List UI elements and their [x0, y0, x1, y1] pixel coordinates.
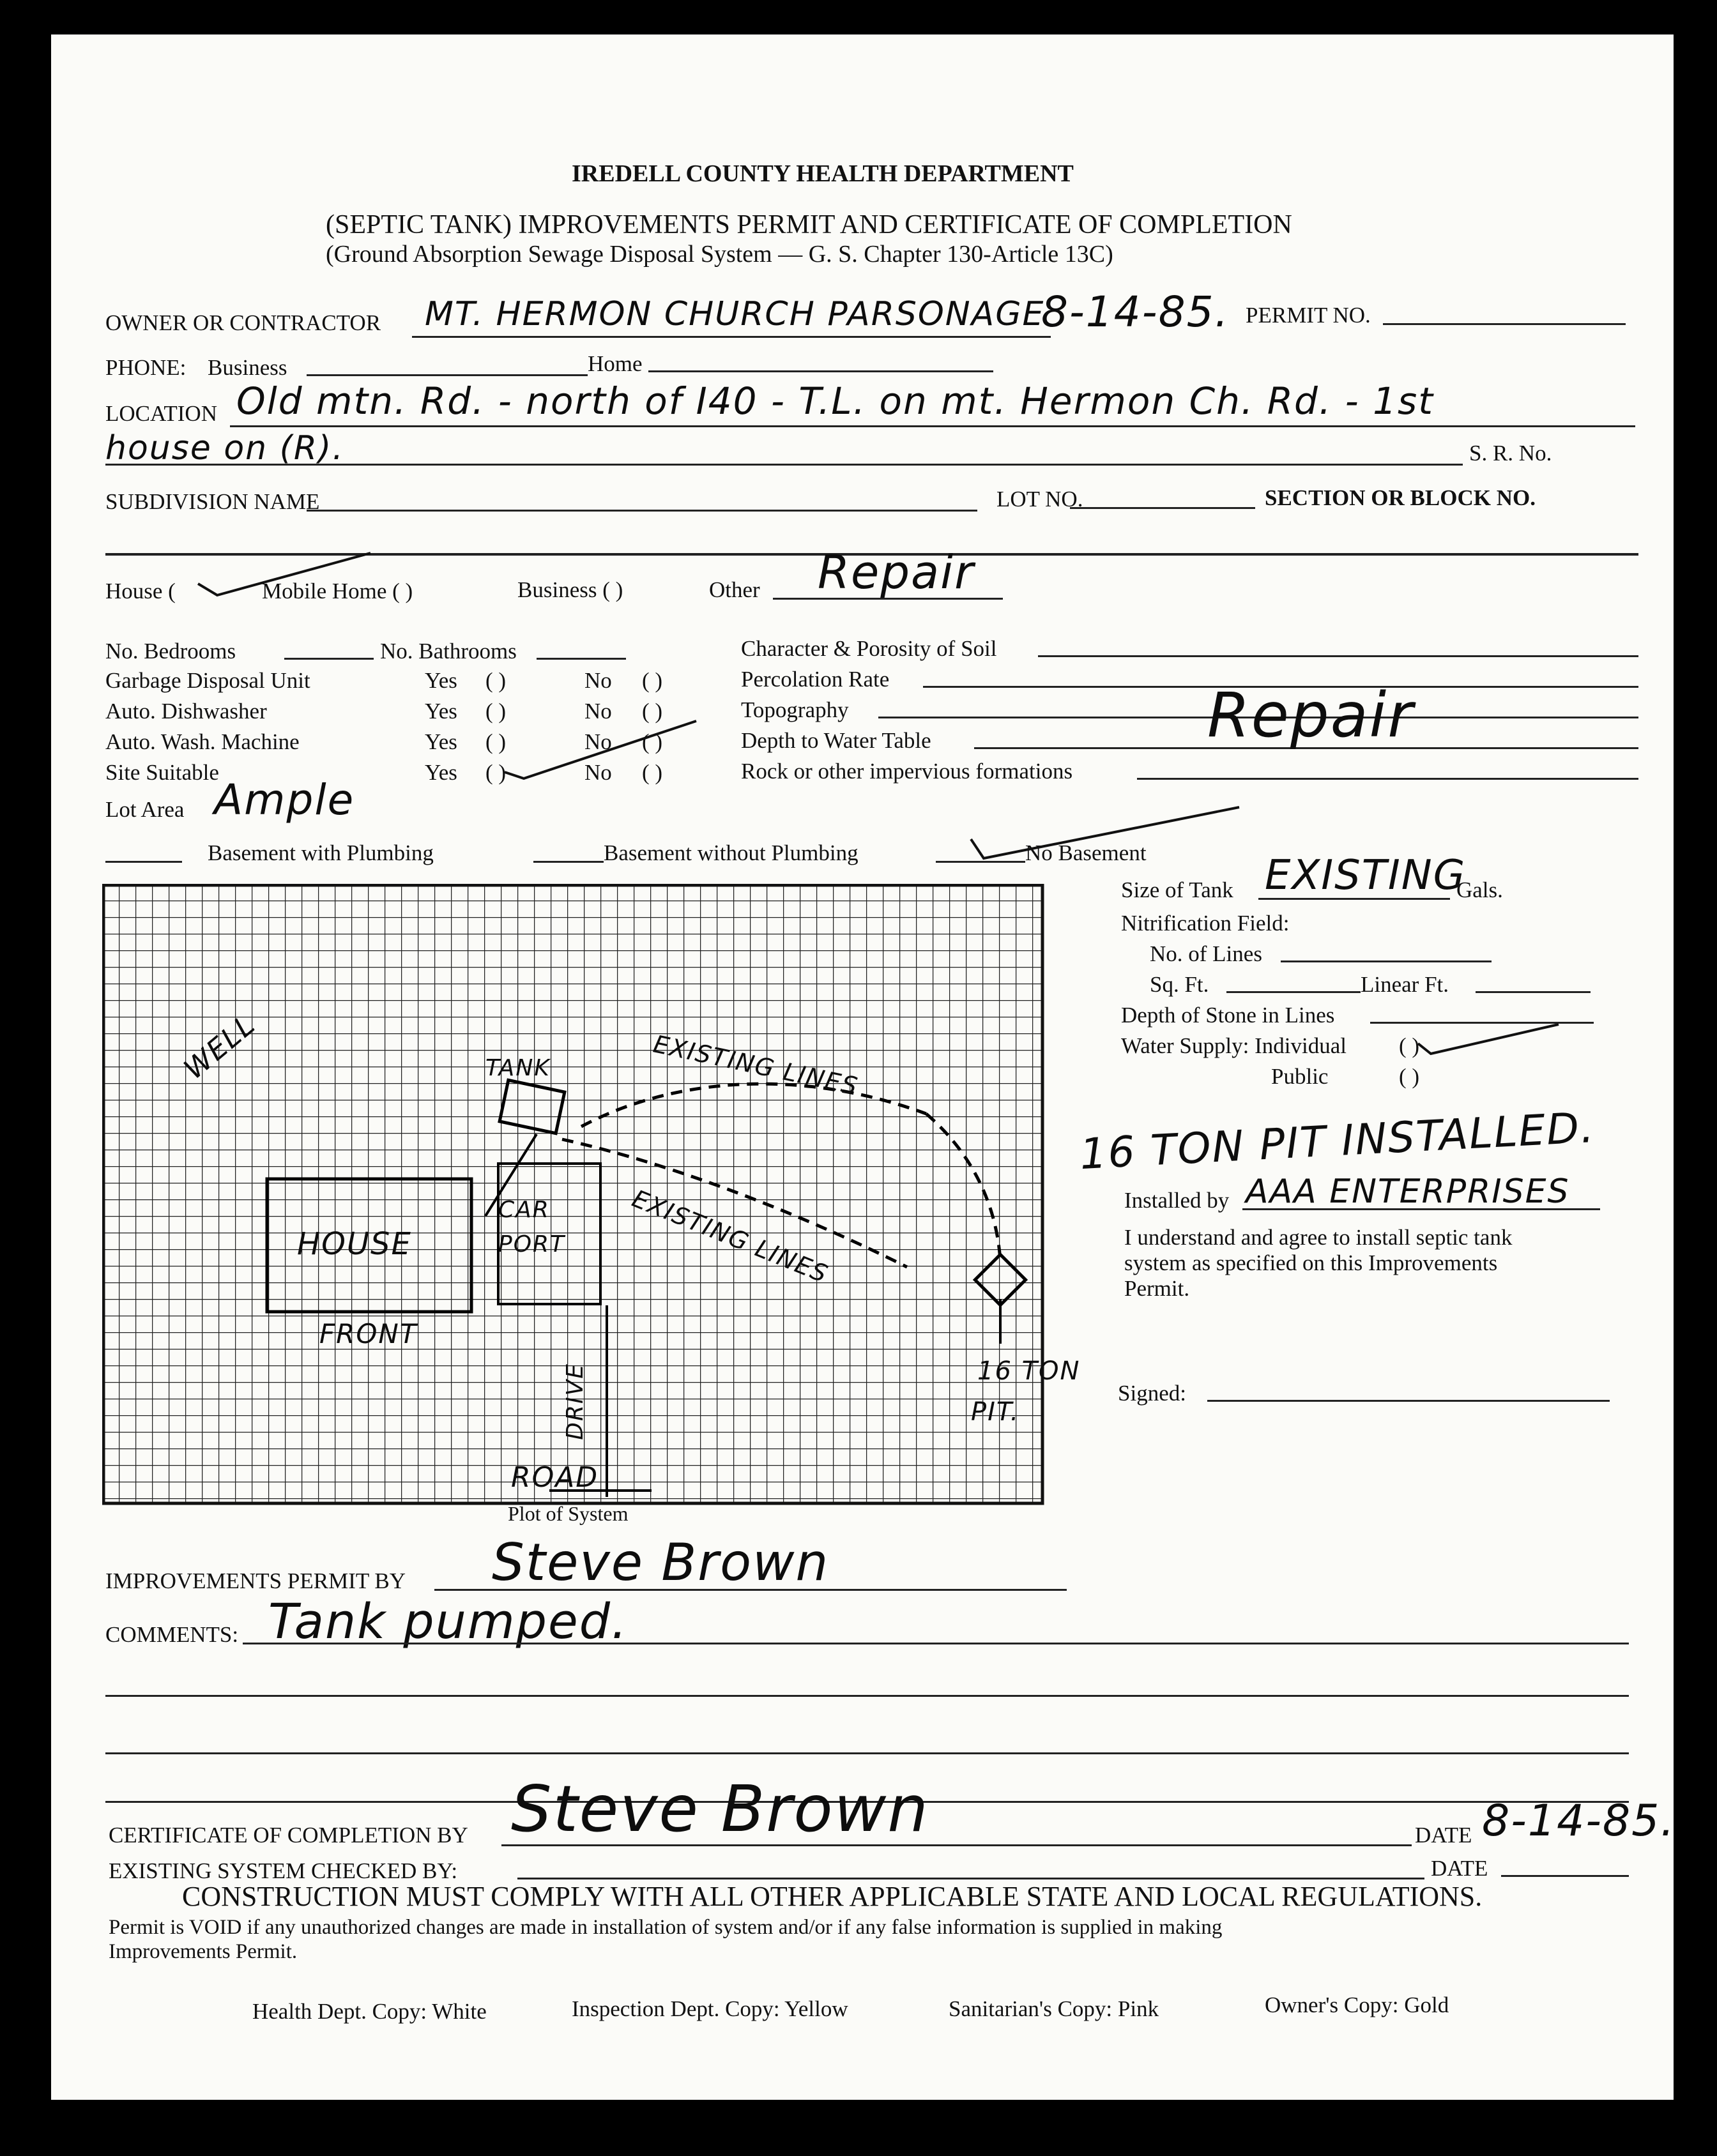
site-suitable-label: Site Suitable [105, 760, 219, 785]
lot-no-label: LOT NO. [996, 487, 1083, 512]
size-of-tank-line [1258, 898, 1450, 900]
comments-line-1 [243, 1643, 1629, 1644]
nitrification-label: Nitrification Field: [1121, 911, 1290, 936]
plot-well-label: WELL [178, 1008, 262, 1086]
no-of-lines-label: No. of Lines [1150, 941, 1262, 966]
copy-inspection-dept: Inspection Dept. Copy: Yellow [572, 1996, 848, 2021]
permit-by-line [434, 1589, 1067, 1591]
construction-notice: CONSTRUCTION MUST COMPLY WITH ALL OTHER APPLICABLE STATE AND LOCAL REGULATIONS. [182, 1881, 1483, 1912]
no-basement-checkmark [965, 801, 1246, 865]
owner-label: OWNER OR CONTRACTOR [105, 310, 381, 335]
site-yes-box: ( ) [485, 760, 507, 785]
wash-yes-label: Yes [425, 729, 457, 754]
signed-line [1207, 1400, 1610, 1402]
site-yes-label: Yes [425, 760, 457, 785]
form-title: (SEPTIC TANK) IMPROVEMENTS PERMIT AND CERTIFICATE OF COMPLETION [326, 210, 1292, 239]
business-type-label: Business ( ) [517, 577, 623, 602]
soil-label: Character & Porosity of Soil [741, 636, 997, 661]
depth-stone-label: Depth of Stone in Lines [1121, 1003, 1335, 1028]
void-notice-line-2: Improvements Permit. [109, 1940, 298, 1963]
wash-no-label: No [584, 729, 612, 754]
plot-existing-lines-lower: EXISTING LINES [628, 1184, 833, 1289]
garbage-label: Garbage Disposal Unit [105, 668, 310, 693]
rock-label: Rock or other impervious formations [741, 759, 1073, 784]
wash-no-box: ( ) [642, 729, 663, 754]
basement-plumbing-line [105, 861, 182, 863]
form-subtitle: (Ground Absorption Sewage Disposal System — G. S. Chapter 130-Article 13C) [326, 241, 1113, 268]
improvements-permit-by-label: IMPROVEMENTS PERMIT BY [105, 1568, 406, 1593]
site-suitable-checkmark [492, 708, 703, 785]
no-of-lines-line [1281, 960, 1492, 962]
other-label: Other [709, 577, 760, 602]
existing-date-line [1501, 1875, 1629, 1877]
phone-label: PHONE: [105, 355, 187, 380]
agreement-line-2: system as specified on this Improvements [1124, 1250, 1498, 1275]
location-value-1: Old mtn. Rd. - north of I40 - T.L. on mt. Hermon Ch. Rd. - 1st [236, 379, 1434, 423]
sq-ft-line [1226, 991, 1361, 993]
copy-owner: Owner's Copy: Gold [1265, 1993, 1449, 2017]
rock-line [1137, 778, 1638, 780]
public-label: Public [1271, 1064, 1329, 1089]
plot-ton-pit-label-1: 16 TON [977, 1356, 1081, 1386]
owner-line [412, 336, 1051, 338]
agreement-line-1: I understand and agree to install septic tank [1124, 1225, 1513, 1250]
no-basement-label: No Basement [1025, 840, 1147, 865]
certificate-by-label: CERTIFICATE OF COMPLETION BY [109, 1823, 468, 1848]
existing-checked-label: EXISTING SYSTEM CHECKED BY: [109, 1858, 458, 1883]
pit-note-value: 16 TON PIT INSTALLED. [1078, 1102, 1596, 1180]
permit-no-label: PERMIT NO. [1246, 303, 1371, 328]
owner-value: MT. HERMON CHURCH PARSONAGE [425, 295, 1045, 333]
subdivision-label: SUBDIVISION NAME [105, 489, 320, 514]
bedrooms-label: No. Bedrooms [105, 639, 236, 664]
size-of-tank-value: EXISTING [1265, 852, 1467, 899]
permit-signature: Steve Brown [492, 1533, 830, 1592]
lot-area-label: Lot Area [105, 797, 185, 822]
plot-front-label: FRONT [319, 1318, 418, 1349]
other-value: Repair [818, 545, 975, 599]
water-individual-checkmark [1412, 1018, 1565, 1063]
plot-house-label: HOUSE [297, 1226, 412, 1262]
size-of-tank-label: Size of Tank [1121, 877, 1233, 902]
plot-road-label: ROAD [511, 1461, 599, 1494]
site-no-label: No [584, 760, 612, 785]
sq-ft-label: Sq. Ft. [1150, 972, 1209, 997]
water-supply-label: Water Supply: Individual [1121, 1033, 1347, 1058]
certificate-signature: Steve Brown [511, 1772, 929, 1846]
garbage-yes-box: ( ) [485, 668, 507, 693]
basement-plumbing-label: Basement with Plumbing [208, 840, 434, 865]
completion-date-label: DATE [1415, 1823, 1472, 1848]
plot-car-label: CAR [498, 1197, 550, 1223]
lot-no-line [1070, 507, 1255, 509]
soil-note-value: Repair [1207, 679, 1414, 751]
bathrooms-line [537, 658, 626, 660]
home-phone-label: Home [588, 351, 643, 376]
plot-drive-label: DRIVE [561, 1363, 588, 1440]
existing-checked-line [517, 1878, 1424, 1879]
copy-sanitarian: Sanitarian's Copy: Pink [949, 1996, 1159, 2021]
signed-label: Signed: [1118, 1381, 1186, 1406]
other-line [773, 598, 1003, 600]
dishwasher-yes-label: Yes [425, 699, 457, 724]
garbage-no-box: ( ) [642, 668, 663, 693]
comments-line-3 [105, 1752, 1629, 1754]
installed-by-label: Installed by [1124, 1188, 1230, 1213]
water-public-box: ( ) [1399, 1064, 1420, 1089]
linear-ft-line [1476, 991, 1591, 993]
bathrooms-label: No. Bathrooms [380, 639, 517, 664]
subdivision-line [307, 510, 977, 512]
dishwasher-no-box: ( ) [642, 699, 663, 724]
basement-no-plumbing-line [533, 861, 604, 863]
date-value: 8-14-85. [1041, 287, 1230, 337]
plot-of-system-label: Plot of System [508, 1502, 629, 1525]
business-phone-label: Business [208, 355, 287, 380]
permit-form [51, 34, 1674, 2100]
comments-line-2 [105, 1695, 1629, 1697]
installed-by-line [1242, 1208, 1600, 1210]
basement-no-plumbing-label: Basement without Plumbing [604, 840, 858, 865]
location-label: LOCATION [105, 401, 217, 426]
plot-tank-label: TANK [485, 1055, 551, 1081]
location-line-2 [105, 464, 1463, 466]
wash-machine-label: Auto. Wash. Machine [105, 729, 300, 754]
gals-label: Gals. [1456, 877, 1503, 902]
plot-ton-pit-label-2: PIT. [971, 1397, 1020, 1427]
home-phone-line [648, 370, 993, 372]
bedrooms-line [284, 658, 374, 660]
topography-label: Topography [741, 697, 849, 722]
business-phone-line [307, 374, 588, 376]
permit-no-line [1383, 323, 1626, 325]
comments-value: Tank pumped. [268, 1593, 629, 1650]
percolation-label: Percolation Rate [741, 667, 890, 692]
soil-line [1038, 655, 1638, 657]
existing-date-label: DATE [1431, 1856, 1488, 1881]
linear-ft-label: Linear Ft. [1361, 972, 1449, 997]
location-value-2: house on (R). [105, 429, 344, 467]
dishwasher-label: Auto. Dishwasher [105, 699, 267, 724]
section-block-label: SECTION OR BLOCK NO. [1265, 485, 1536, 510]
agreement-line-3: Permit. [1124, 1276, 1190, 1301]
water-individual-box: ( ) [1399, 1033, 1420, 1058]
mobile-home-label: Mobile Home ( ) [262, 579, 413, 604]
site-no-box: ( ) [642, 760, 663, 785]
water-table-label: Depth to Water Table [741, 728, 931, 753]
completion-date-value: 8-14-85. [1482, 1796, 1676, 1846]
void-notice-line-1: Permit is VOID if any unauthorized changes are made in installation of system and/or if any false information is supplied in making [109, 1916, 1223, 1939]
dishwasher-no-label: No [584, 699, 612, 724]
copy-health-dept: Health Dept. Copy: White [252, 1999, 487, 2024]
comments-label: COMMENTS: [105, 1622, 239, 1647]
installed-by-value: AAA ENTERPRISES [1246, 1173, 1570, 1211]
plot-port-label: PORT [498, 1231, 566, 1257]
plot-existing-lines-upper: EXISTING LINES [650, 1029, 861, 1101]
lot-area-value: Ample [214, 775, 355, 824]
department-heading: IREDELL COUNTY HEALTH DEPARTMENT [572, 160, 1074, 187]
dishwasher-yes-box: ( ) [485, 699, 507, 724]
sr-no-label: S. R. No. [1469, 441, 1552, 466]
garbage-yes-label: Yes [425, 668, 457, 693]
house-label: House ( [105, 579, 176, 604]
house-checkmark [192, 545, 383, 603]
garbage-no-label: No [584, 668, 612, 693]
location-line-1 [230, 425, 1635, 427]
wash-yes-box: ( ) [485, 729, 507, 754]
certificate-by-line [501, 1844, 1412, 1846]
